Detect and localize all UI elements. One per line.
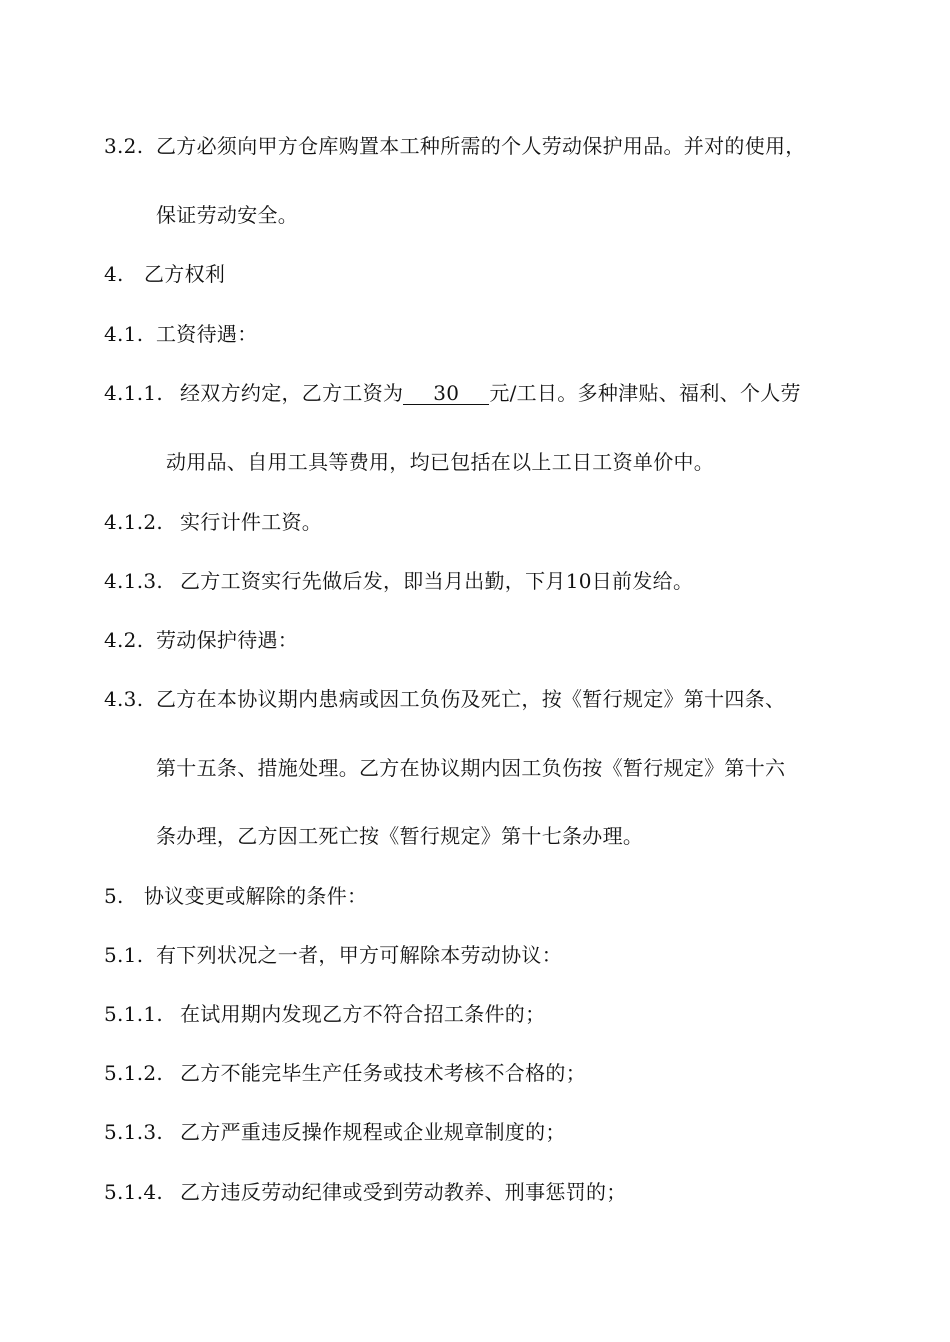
section-4-heading (104, 262, 225, 286)
clause-text: 乙方严重违反操作规程或企业规章制度的； (180, 1120, 566, 1144)
clause-text: 实行计件工资。 (180, 510, 323, 534)
clause-number: 3.2. (104, 134, 144, 158)
clause-number: 4.3. (104, 687, 144, 711)
section-title: 乙方权利 (144, 262, 226, 286)
section-title: 协议变更或解除的条件： (144, 884, 368, 908)
clause-text-pre: 经双方约定，乙方工资为 (180, 381, 404, 405)
clause-number: 4.1. (104, 322, 144, 346)
wage-blank-field: 30 (403, 382, 489, 405)
clause-text: 保证劳动安全。 (156, 203, 299, 227)
clause-number: 4.1.3. (104, 569, 164, 593)
section-number: 5. (104, 884, 124, 908)
section-5-heading (104, 884, 367, 908)
clause-text: 乙方不能完毕生产任务或技术考核不合格的； (180, 1061, 586, 1085)
clause-4-1-1 (104, 381, 801, 405)
clause-4-1 (104, 322, 258, 346)
clause-5-1 (104, 943, 562, 967)
clause-text: 乙方必须向甲方仓库购置本工种所需的个人劳动保护用品。并对的使用， (156, 134, 806, 158)
clause-5-1-1 (104, 1002, 545, 1026)
clause-3-2-cont (156, 203, 298, 227)
clause-number: 4.1.1. (104, 381, 164, 405)
clause-text: 乙方在本协议期内患病或因工负伤及死亡，按《暂行规定》第十四条、 (156, 687, 786, 711)
clause-text: 条办理，乙方因工死亡按《暂行规定》第十七条办理。 (156, 824, 644, 848)
section-number: 4. (104, 262, 124, 286)
clause-4-1-2 (104, 510, 322, 534)
clause-text: 动用品、自用工具等费用，均已包括在以上工日工资单价中。 (166, 450, 715, 474)
clause-number: 5.1.2. (104, 1061, 164, 1085)
clause-3-2 (104, 134, 806, 158)
clause-5-1-4 (104, 1180, 627, 1204)
clause-4-3-cont-2 (156, 824, 643, 848)
clause-text: 第十五条、措施处理。乙方在协议期内因工负伤按《暂行规定》第十六 (156, 756, 786, 780)
clause-text: 乙方工资实行先做后发，即当月出勤，下月10日前发给。 (180, 569, 694, 593)
clause-4-1-1-cont (166, 450, 714, 474)
clause-text-post: 元/工日。多种津贴、福利、个人劳 (489, 381, 801, 405)
clause-number: 5.1. (104, 943, 144, 967)
clause-text: 在试用期内发现乙方不符合招工条件的； (180, 1002, 546, 1026)
clause-text: 乙方违反劳动纪律或受到劳动教养、刑事惩罚的； (180, 1180, 627, 1204)
clause-number: 4.2. (104, 628, 144, 652)
clause-4-3-cont-1 (156, 756, 785, 780)
clause-4-2 (104, 628, 298, 652)
clause-text: 有下列状况之一者，甲方可解除本劳动协议： (156, 943, 562, 967)
clause-number: 5.1.4. (104, 1180, 164, 1204)
clause-text: 工资待遇： (156, 322, 258, 346)
clause-number: 5.1.3. (104, 1120, 164, 1144)
clause-number: 5.1.1. (104, 1002, 164, 1026)
clause-5-1-3 (104, 1120, 566, 1144)
clause-4-3 (104, 687, 785, 711)
clause-text: 劳动保护待遇： (156, 628, 299, 652)
clause-5-1-2 (104, 1061, 586, 1085)
clause-number: 4.1.2. (104, 510, 164, 534)
clause-4-1-3 (104, 569, 693, 593)
